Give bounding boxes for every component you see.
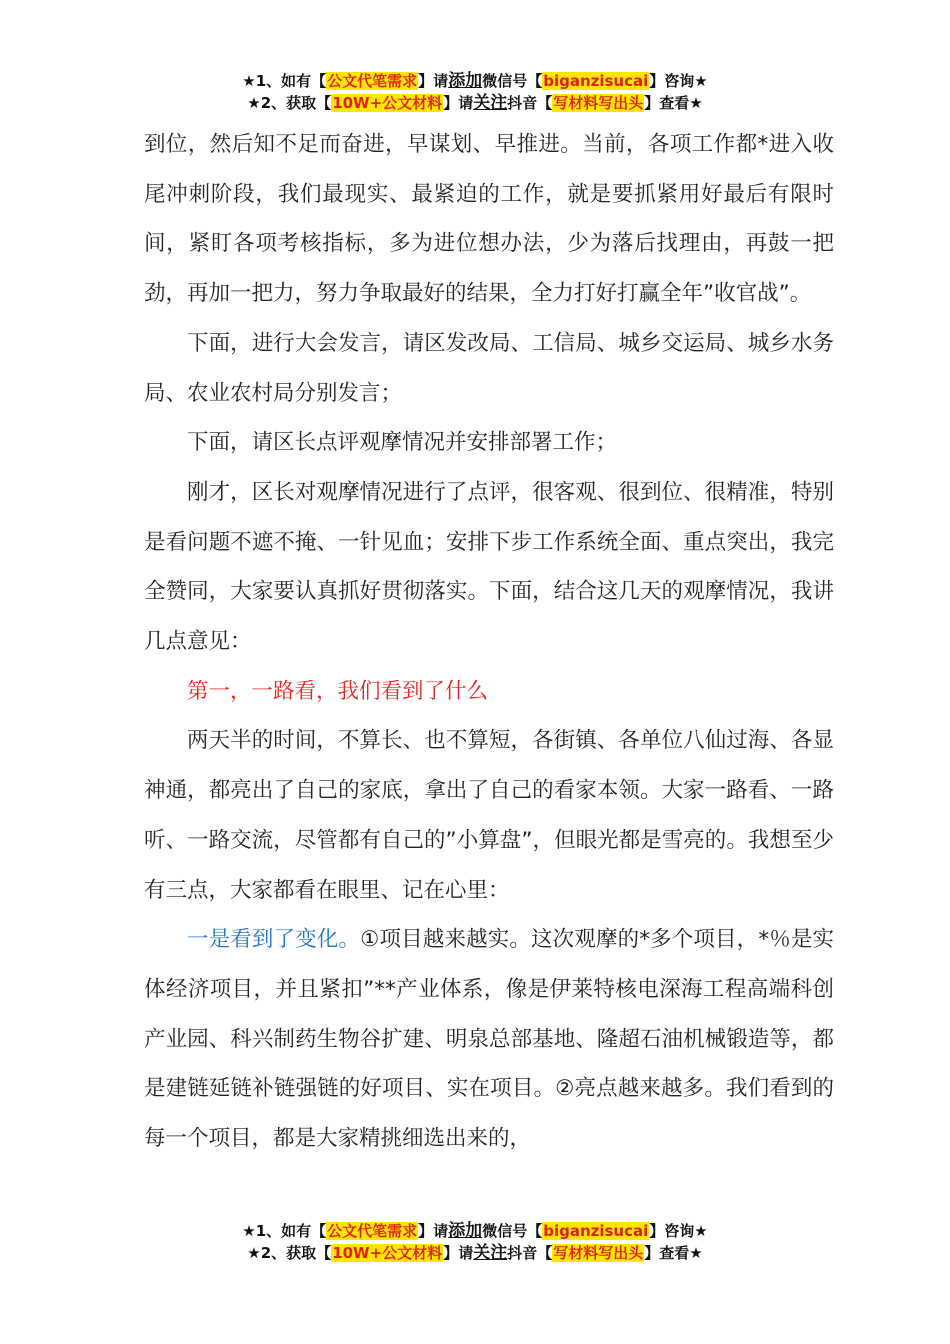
paragraph: 下面，请区长点评观摩情况并安排部署工作； [187,430,618,456]
header-banner [0,70,950,114]
point-body: ①项目越来越实。这次观摩的*多个项目，*％是实体经济项目，并且紧扣”**产业体系，像是伊莱特核电深海工程高端科创产业园、科兴制药生物谷扩建、明泉总部基地、隆超石油机械锻造等，都是建链延链补链强链的好项目、实在项目。②亮点越来越多。我们看到的每一个项目，都是大家精挑细选出来的， [144,927,834,1152]
banner-highlight: 公文代笔需求 [327,1222,418,1240]
section-heading: 第一，一路看，我们看到了什么 [187,678,489,704]
paragraph: 刚才，区长对观摩情况进行了点评，很客观、很到位、很精准，特别是看问题不遮不掩、一针见血；安排下步工作系统全面、重点突出，我完全赞同，大家要认真抓好贯彻落实。下面，结合这几天的观摩情况，我讲几点意见： [144,479,834,655]
paragraph [144,915,834,1164]
banner-highlight: 10W+公文材料 [332,1244,443,1262]
banner-highlight: 公文代笔需求 [327,72,418,90]
banner-line-1: ★1、如有【公文代笔需求】请添加微信号【biganzisucai】咨询★ [242,71,708,91]
paragraph: 两天半的时间，不算长、也不算短，各街镇、各单位八仙过海、各显神通，都亮出了自己的家底，拿出了自己的看家本领。大家一路看、一路听、一路交流，尽管都有自己的”小算盘”，但眼光都是雪亮的。我想至少有三点，大家都看在眼里、记在心里： [144,728,834,903]
point-lead: 一是看到了变化。 [187,927,361,953]
banner-highlight: 10W+公文材料 [332,94,443,112]
banner-highlight: 写材料写出头 [553,94,644,112]
paragraph: 下面，进行大会发言，请区发改局、工信局、城乡交运局、城乡水务局、农业农村局分别发言； [144,330,834,406]
paragraph: 到位，然后知不足而奋进，早谋划、早推进。当前，各项工作都*进入收尾冲刺阶段，我们最现实、最紧迫的工作，就是要抓紧用好最后有限时间，紧盯各项考核指标，多为进位想办法，少为落后找理由，再鼓一把劲，再加一把力，努力争取最好的结果，全力打好打赢全年”收官战”。 [144,132,834,307]
document-body [144,120,834,1164]
banner-line-1: ★1、如有【公文代笔需求】请添加微信号【biganzisucai】咨询★ [242,1221,708,1241]
banner-highlight: biganzisucai [543,1222,649,1240]
banner-line-2: ★2、获取【10W+公文材料】请关注抖音【写材料写出头】查看★ [247,1243,703,1263]
banner-line-2: ★2、获取【10W+公文材料】请关注抖音【写材料写出头】查看★ [247,93,703,113]
banner-highlight: 写材料写出头 [553,1244,644,1262]
footer-banner [0,1220,950,1264]
banner-highlight: biganzisucai [543,72,649,90]
